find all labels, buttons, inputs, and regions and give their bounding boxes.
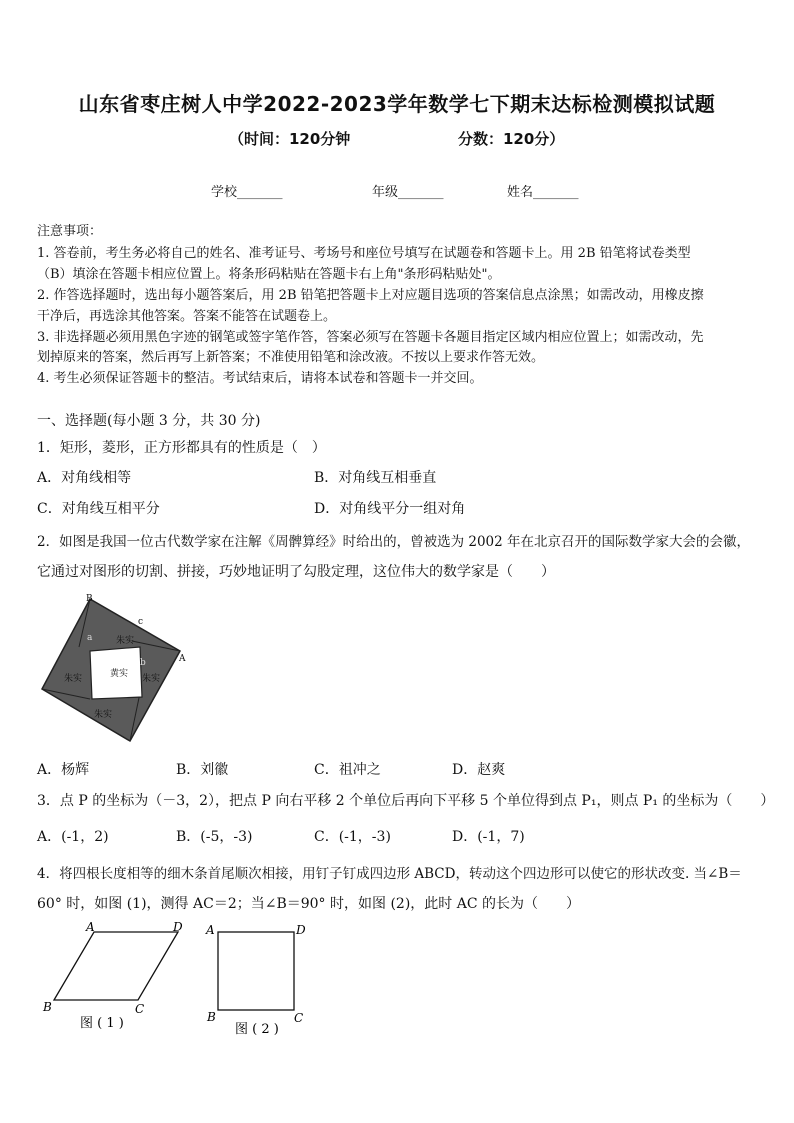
q2-option-a: A．杨辉 [37,762,90,778]
notice-heading: 注意事项： [37,224,103,239]
q3-option-a: A．(-1，2) [37,829,109,845]
q3-option-d: D．(-1，7) [452,829,525,845]
fig2-point-a: A [206,923,215,937]
q2-stem: 2．如图是我国一位古代数学家在注解《周髀算经》时给出的，曾被选为 2002 年在北京召开的国际数学家大会的会徽， [37,534,751,550]
fig1-point-d: D [173,920,183,934]
notice-line: 4. 考生必须保证答题卡的整洁。考试结束后，请将本试卷和答题卡一并交回。 [37,371,483,386]
zhao-shuang-diagram [38,593,198,748]
q2-option-d: D．赵爽 [452,762,506,778]
point-b: B [86,594,93,604]
fig1-point-a: A [86,920,95,934]
label-zhu-left: 朱实 [64,674,83,684]
q3-stem: 3．点 P 的坐标为（－3，2），把点 P 向右平移 2 个单位后再向下平移 5 个单位得到点 P₁，则点 P₁ 的坐标为（ ） [37,793,775,809]
q3-option-b: B．(-5，-3) [176,829,253,845]
notice-line: 1. 答卷前，考生务必将自己的姓名、准考证号、考场号和座位号填写在试题卷和答题卡上。用 2B 铅笔将试卷类型 [37,246,691,261]
fig2-point-d: D [296,923,306,937]
figure-2-square [202,918,322,1043]
page-title: 山东省枣庄树人中学2022-2023学年数学七下期末达标检测模拟试题 [78,92,716,116]
label-zhu-top: 朱实 [116,636,135,646]
fig2-caption: 图 ( 2 ) [235,1022,279,1037]
q2-option-c: C．祖冲之 [314,762,381,778]
label-a: a [87,633,93,643]
q1-option-c: C．对角线互相平分 [37,501,160,517]
notice-line: （B）填涂在答题卡相应位置上。将条形码粘贴在答题卡右上角"条形码粘贴处"。 [37,267,501,282]
q2-stem-cont: 它通过对图形的切割、拼接，巧妙地证明了勾股定理，这位伟大的数学家是（ ） [37,564,555,580]
q4-stem: 4．将四根长度相等的细木条首尾顺次相接，用钉子钉成四边形 ABCD，转动这个四边形可以使它的形状改变. 当∠B＝ [37,866,742,882]
fig1-point-b: B [43,1000,52,1014]
notice-line: 3. 非选择题必须用黑色字迹的钢笔或签字笔作答，答案必须写在答题卡各题目指定区域内相应位置上；如需改动，先 [37,330,704,345]
school-field: 学校_______ [211,185,283,200]
name-field: 姓名_______ [507,185,579,200]
section-heading: 一、选择题(每小题 3 分，共 30 分) [37,413,261,429]
fig2-point-c: C [294,1011,304,1025]
figure-1-rhombus [38,918,198,1038]
fig1-caption: 图 ( 1 ) [80,1016,124,1031]
q4-stem-cont: 60° 时，如图 (1)，测得 AC＝2；当∠B＝90° 时，如图 (2)，此时 AC 的长为（ ） [37,896,581,912]
label-zhu-right: 朱实 [142,674,161,684]
exam-score: 分数：120分） [458,130,565,148]
grade-field: 年级_______ [372,185,444,200]
label-huang: 黄实 [110,669,129,679]
exam-time: （时间：120分钟 [229,130,351,148]
label-b: b [140,658,146,668]
point-a: A [179,654,186,664]
square-shape [218,932,294,1010]
q2-option-b: B．刘徽 [176,762,229,778]
notice-line: 划掉原来的答案，然后再写上新答案；不准使用铅笔和涂改液。不按以上要求作答无效。 [37,350,545,365]
q1-option-b: B．对角线互相垂直 [314,470,437,486]
notice-line: 2. 作答选择题时，选出每小题答案后，用 2B 铅笔把答题卡上对应题目选项的答案信息点涂黑；如需改动，用橡皮擦 [37,288,704,303]
fig2-point-b: B [207,1010,216,1024]
label-zhu-bottom: 朱实 [94,710,113,720]
fig1-point-c: C [135,1002,145,1016]
label-c: c [138,617,144,627]
q1-option-a: A．对角线相等 [37,470,132,486]
notice-line: 干净后，再选涂其他答案。答案不能答在试题卷上。 [37,309,337,324]
rhombus-shape [54,932,178,1000]
q1-stem: 1．矩形，菱形，正方形都具有的性质是（ ） [37,440,326,456]
q3-option-c: C．(-1，-3) [314,829,391,845]
q1-option-d: D．对角线平分一组对角 [314,501,466,517]
